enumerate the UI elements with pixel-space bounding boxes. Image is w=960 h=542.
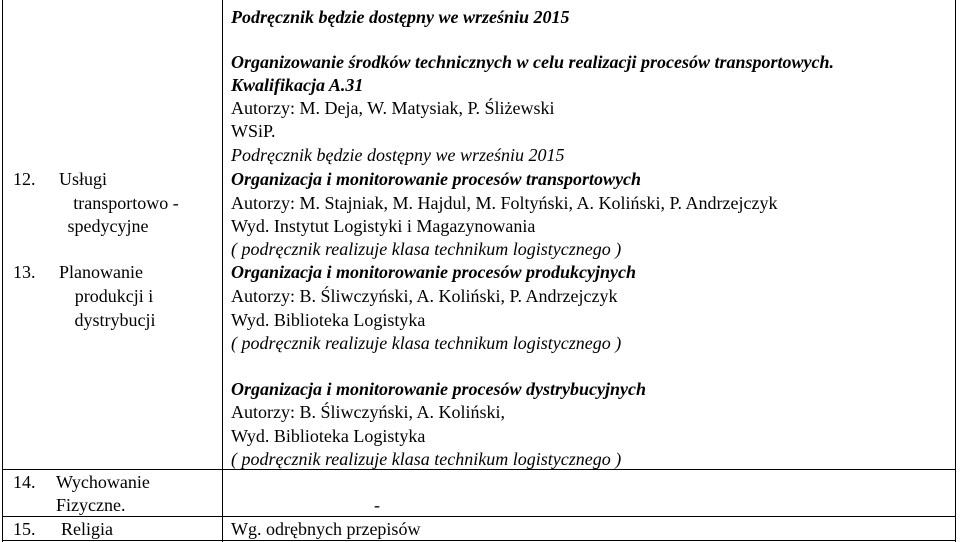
subject-name-line: produkcji i bbox=[74, 286, 154, 306]
subject-name-line: dystrybucji bbox=[74, 310, 156, 330]
row-number: 15. bbox=[13, 519, 36, 539]
book-publisher: Wyd. Biblioteka Logistyka bbox=[231, 310, 426, 330]
book-title: Organizacja i monitorowanie procesów dystrybucyjnych bbox=[231, 379, 647, 399]
book-publisher: Wyd. Biblioteka Logistyka bbox=[231, 426, 426, 446]
book-authors: Autorzy: M. Deja, W. Matysiak, P. Śliżewski bbox=[231, 98, 555, 118]
book-publisher: WSiP. bbox=[231, 121, 276, 141]
class-note: ( podręcznik realizuje klasa technikum logistycznego ) bbox=[231, 333, 622, 353]
table-border-right bbox=[955, 0, 956, 542]
availability-note-top: Podręcznik będzie dostępny we wrześniu 2015 bbox=[231, 7, 570, 27]
class-note: ( podręcznik realizuje klasa technikum logistycznego ) bbox=[231, 239, 622, 259]
book-publisher: Wyd. Instytut Logistyki i Magazynowania bbox=[231, 216, 536, 236]
book-title: Organizacja i monitorowanie procesów produkcyjnych bbox=[231, 262, 637, 282]
book-authors: Autorzy: B. Śliwczyński, A. Koliński, bbox=[231, 402, 505, 422]
book-title-qualification: Kwalifikacja A.31 bbox=[231, 75, 364, 95]
row-number: 12. bbox=[13, 169, 36, 189]
subject-name: Religia bbox=[61, 519, 113, 539]
no-textbook-dash: - bbox=[374, 495, 380, 515]
subject-name-line: Fizyczne. bbox=[56, 495, 126, 515]
row-number: 13. bbox=[13, 262, 36, 282]
class-note: ( podręcznik realizuje klasa technikum logistycznego ) bbox=[231, 449, 622, 469]
row-number: 14. bbox=[13, 472, 36, 492]
textbook-info: Wg. odrębnych przepisów bbox=[231, 519, 421, 539]
book-authors: Autorzy: M. Stajniak, M. Hajdul, M. Foltyński, A. Koliński, P. Andrzejczyk bbox=[231, 193, 778, 213]
row-divider-15 bbox=[2, 516, 956, 517]
table-border-bottom bbox=[2, 540, 956, 541]
column-divider bbox=[222, 0, 223, 542]
subject-name-line: Wychowanie bbox=[56, 472, 150, 492]
subject-name-line: transportowo - bbox=[73, 193, 179, 213]
table-border-left bbox=[2, 0, 3, 542]
book-authors: Autorzy: B. Śliwczyński, A. Koliński, P. Andrzejczyk bbox=[231, 286, 618, 306]
book-title: Organizacja i monitorowanie procesów transportowych bbox=[231, 169, 642, 189]
book-title: Organizowanie środków technicznych w celu realizacji procesów transportowych. bbox=[231, 52, 835, 72]
subject-name-line: Planowanie bbox=[59, 262, 143, 282]
subject-name-line: spedycyjne bbox=[67, 216, 149, 236]
availability-note: Podręcznik będzie dostępny we wrześniu 2015 bbox=[231, 145, 565, 165]
subject-name-line: Usługi bbox=[59, 169, 108, 189]
